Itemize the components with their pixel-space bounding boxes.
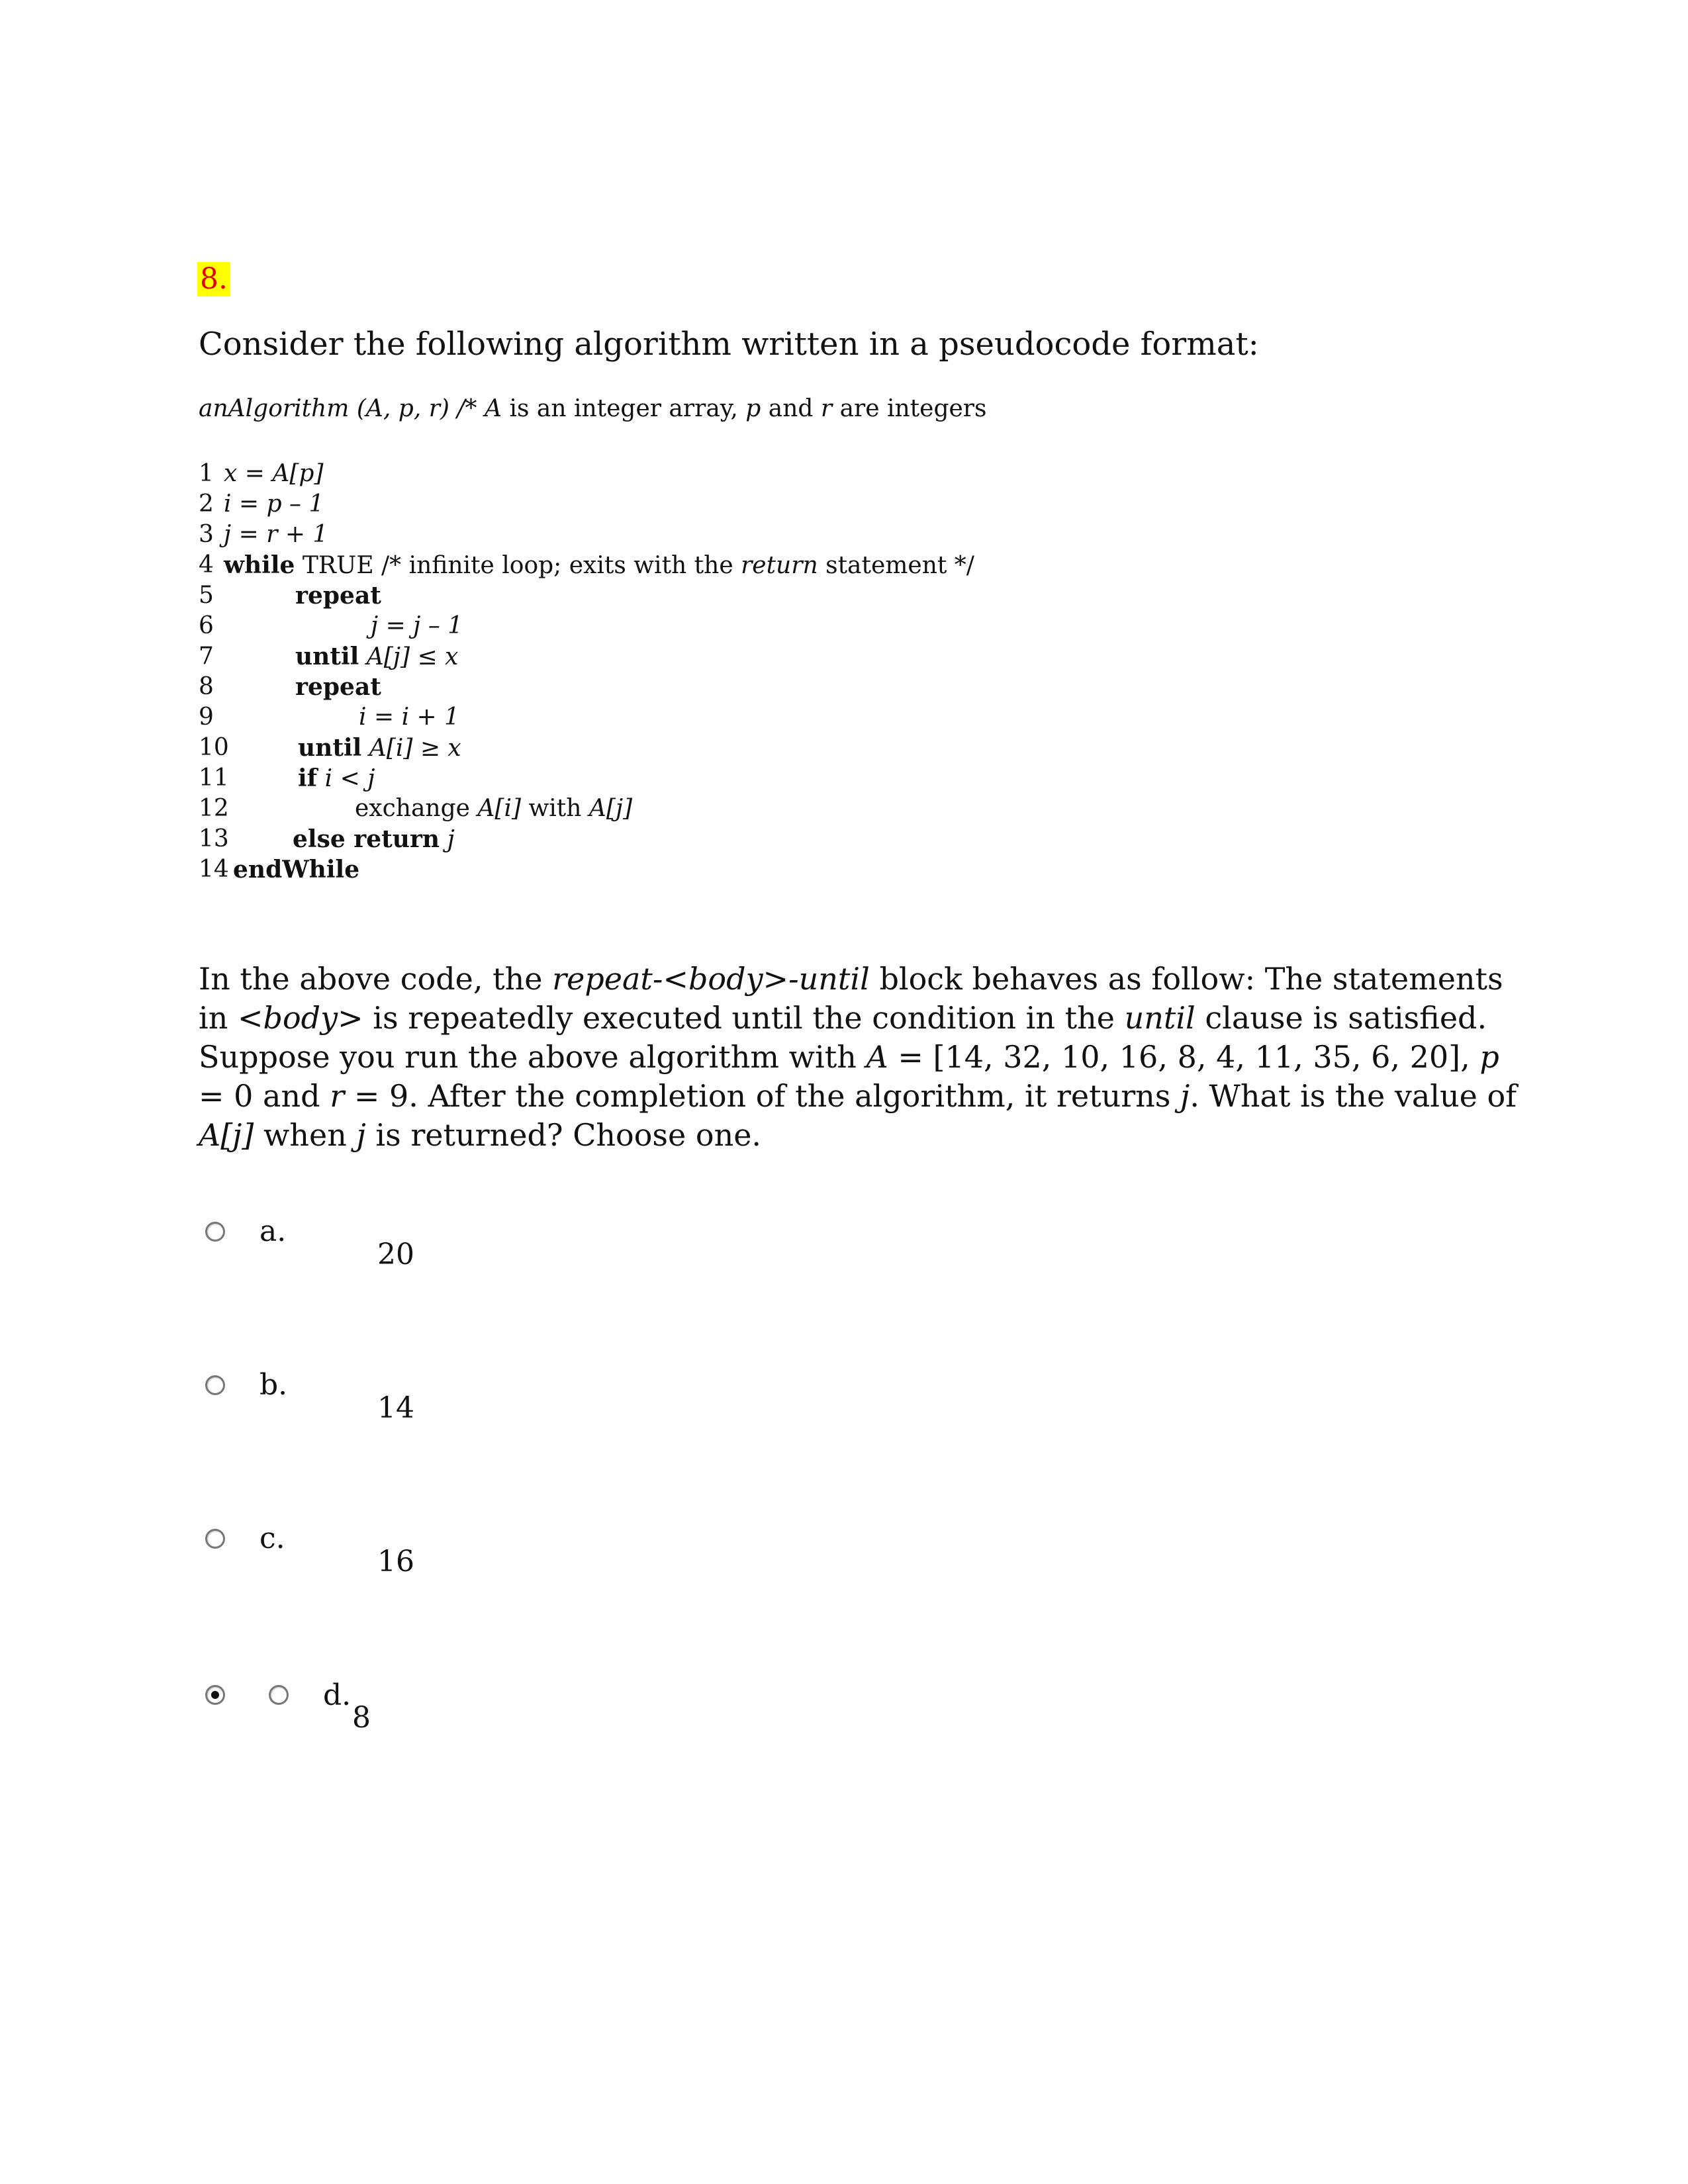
radio-selected-icon[interactable] [205,1685,225,1705]
signature-text-3: are integers [839,395,987,422]
explanation-text: clause is satisfied. [1205,1000,1487,1036]
explanation-text: Suppose you run the above algorithm with [199,1039,857,1075]
radio-icon[interactable] [205,1375,225,1395]
line-number: 7 [199,643,214,670]
keyword: if [298,764,318,792]
line-number: 2 [199,490,214,518]
option-value: 8 [352,1701,371,1735]
explanation-text: In the above code, the [199,961,543,997]
line-number: 6 [199,612,214,639]
code-text: j = r + 1 [224,521,328,548]
line-number: 9 [199,704,214,731]
keyword: until [295,643,359,670]
question-explanation [199,960,1523,1155]
line-number: 8 [199,673,214,700]
code-text: j [447,826,455,853]
signature-text-1: is an integer array, [509,395,738,422]
question-number: 8. [197,262,230,296]
explanation-italic: A [866,1039,888,1075]
code-text: i = p – 1 [224,490,324,518]
line-number: 13 [199,825,229,852]
keyword: endWhile [233,856,360,884]
code-text: exchange [355,795,470,822]
explanation-text: is returned? Choose one. [375,1117,762,1153]
explanation-text: block behaves as follow: The statements in [199,961,1503,1036]
option-letter: d. [323,1678,352,1712]
explanation-text: = 9. After the completion of the algorithm, it returns [353,1078,1171,1114]
line-number: 5 [199,582,214,609]
line-number: 4 [199,551,214,578]
keyword: while [224,551,295,579]
code-text: i < j [324,765,375,792]
option-value: 20 [377,1238,414,1271]
signature-name: anAlgorithm (A, p, r) /* [199,395,477,422]
code-text: j = j – 1 [371,612,463,639]
option-letter: a. [259,1214,287,1248]
signature-p: p [745,395,761,422]
option-letter: b. [259,1368,288,1402]
explanation-italic: <body> [237,1000,363,1036]
explanation-italic: until [1124,1000,1196,1036]
code-text: with [528,795,582,822]
line-number: 12 [199,795,229,822]
code-text: TRUE /* infinite loop; exits with the [302,552,733,579]
code-text-italic: A[j] [588,795,633,822]
signature-text-2: and [768,395,814,422]
radio-icon[interactable] [205,1222,225,1242]
question-intro: Consider the following algorithm written in a pseudocode format: [199,326,1259,363]
code-text-italic: return [741,552,818,579]
code-text: A[i] ≥ x [369,735,461,762]
explanation-italic: p [1479,1039,1499,1075]
explanation-text: when [263,1117,347,1153]
radio-icon[interactable] [269,1685,289,1705]
option-value: 16 [377,1545,414,1578]
signature-r: r [820,395,833,422]
code-text: A[j] ≤ x [366,643,459,670]
explanation-italic: j [356,1117,366,1153]
explanation-italic: repeat-<body>-until [552,961,870,997]
line-number: 1 [199,460,214,487]
explanation-text: is repeatedly executed until the condition in the [373,1000,1115,1036]
option-value: 14 [377,1391,414,1425]
explanation-italic: A[j] [199,1117,254,1153]
line-number: 10 [199,734,229,761]
line-number: 3 [199,521,214,548]
signature-a: A [484,395,502,422]
explanation-italic: r [330,1078,345,1114]
explanation-text: . What is the value of [1190,1078,1517,1114]
code-text: i = i + 1 [359,704,460,731]
option-letter: c. [259,1522,285,1555]
keyword: repeat [295,582,381,610]
code-text: x = A[p] [224,460,324,487]
line-number: 14 [199,856,229,883]
keyword: repeat [295,673,381,701]
explanation-italic: j [1180,1078,1190,1114]
explanation-text: = 0 and [199,1078,320,1114]
algorithm-signature [199,394,987,424]
code-text: statement */ [825,552,974,579]
keyword: else return [293,825,440,853]
keyword: until [298,734,362,762]
code-text-italic: A[i] [477,795,522,822]
line-number: 11 [199,764,229,792]
radio-icon[interactable] [205,1529,225,1549]
explanation-text: = [14, 32, 10, 16, 8, 4, 11, 35, 6, 20], [898,1039,1470,1075]
